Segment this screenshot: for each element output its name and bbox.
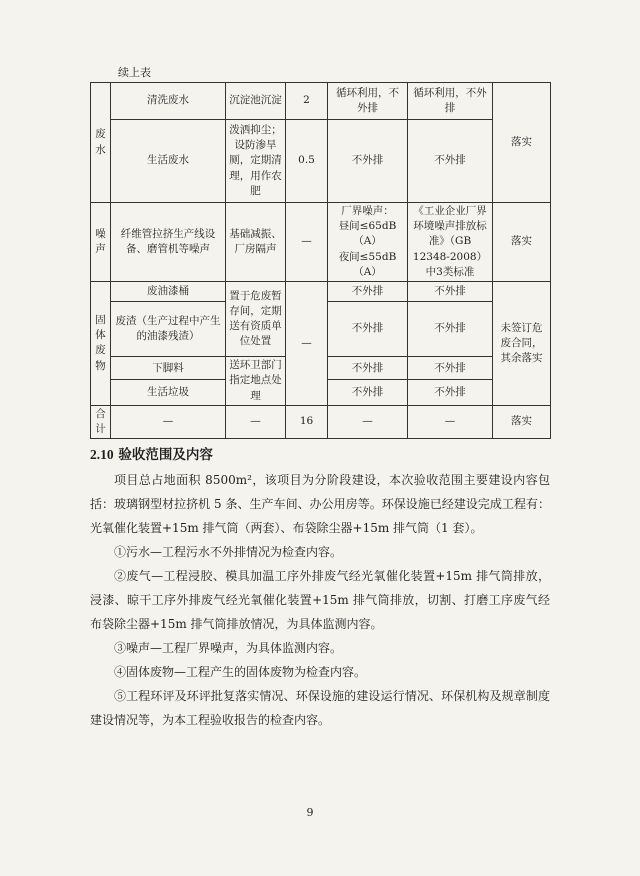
- environmental-measures-table: [90, 82, 551, 439]
- measure-cell: 泼洒抑尘；设防渗旱厕，定期清理，用作农肥: [226, 120, 286, 203]
- paragraph: ①污水—工程污水不外排情况为检查内容。: [114, 545, 343, 559]
- source-cell: 纤维管拉挤生产线设备、磨管机等噪声: [111, 203, 226, 282]
- amount-cell: —: [286, 282, 328, 406]
- actual-cell: 不外排: [408, 282, 493, 302]
- requirement-cell: —: [328, 405, 408, 438]
- measure-cell: —: [226, 405, 286, 438]
- actual-cell: 不外排: [408, 302, 493, 357]
- section-number: 2.10: [90, 447, 114, 462]
- table-row: [91, 203, 551, 282]
- actual-cell: 不外排: [408, 380, 493, 405]
- source-cell: 废渣（生产过程中产生的油漆残渣）: [111, 302, 226, 357]
- requirement-cell: 循环利用，不外排: [328, 83, 408, 120]
- section-heading: [90, 443, 213, 463]
- amount-cell: 0.5: [286, 120, 328, 203]
- status-cell: 未签订危废合同，其余落实: [493, 282, 551, 406]
- measure-cell: 沉淀池沉淀: [226, 83, 286, 120]
- actual-cell: 不外排: [408, 357, 493, 380]
- table-row: [91, 405, 551, 438]
- paragraph: ③噪声—工程厂界噪声，为具体监测内容。: [114, 641, 343, 655]
- paragraph: 项目总占地面积 8500m²，该项目为分阶段建设，本次验收范围主要建设内容包括：玻璃钢型材拉挤机 5 条、生产车间、办公用房等。环保设施已经建设完成工程有：光氧催化装置+15m 排气筒（两套）、布袋除尘器+15m 排气筒（1 套）。: [90, 473, 550, 535]
- table-row: [91, 282, 551, 302]
- actual-cell: 《工业企业厂界环境噪声排放标准》（GB 12348-2008）中3类标准: [408, 203, 493, 282]
- actual-cell: —: [408, 405, 493, 438]
- section-title: 验收范围及内容: [118, 447, 213, 463]
- amount-cell: —: [286, 203, 328, 282]
- source-cell: 生活垃圾: [111, 380, 226, 405]
- requirement-cell: 不外排: [328, 282, 408, 302]
- requirement-cell: 不外排: [328, 302, 408, 357]
- requirement-cell: 不外排: [328, 380, 408, 405]
- category-cell: 废 水: [91, 83, 111, 203]
- status-cell: 落实: [493, 405, 551, 438]
- source-cell: 下脚料: [111, 357, 226, 380]
- measure-cell: 置于危废暂存间，定期送有资质单位处置: [226, 282, 286, 357]
- paragraph: ④固体废物—工程产生的固体废物为检查内容。: [114, 665, 367, 679]
- actual-cell: 不外排: [408, 120, 493, 203]
- requirement-cell: 不外排: [328, 357, 408, 380]
- paragraph: ⑤工程环评及环评批复落实情况、环保设施的建设运行情况、环保机构及规章制度建设情况等，为本工程验收报告的检查内容。: [90, 689, 550, 727]
- measure-cell: 送环卫部门指定地点处理: [226, 357, 286, 406]
- paragraph: ②废气—工程浸胶、模具加温工序外排废气经光氧催化装置+15m 排气筒排放，浸漆、晾干工序外排废气经光氧催化装置+15m 排气筒排放，切割、打磨工序废气经布袋除尘器+15m 排气筒排放情况，为具体监测内容。: [90, 569, 550, 631]
- source-cell: —: [111, 405, 226, 438]
- source-cell: 生活废水: [111, 120, 226, 203]
- table-caption: 续上表: [118, 66, 151, 79]
- status-cell: 落实: [493, 83, 551, 203]
- category-cell: 噪 声: [91, 203, 111, 282]
- table-row: [91, 83, 551, 120]
- category-cell: 合 计: [91, 405, 111, 438]
- page-number: 9: [306, 806, 314, 819]
- table-row: [91, 120, 551, 203]
- measure-cell: 基础减振、厂房隔声: [226, 203, 286, 282]
- amount-cell: 2: [286, 83, 328, 120]
- amount-cell: 16: [286, 405, 328, 438]
- source-cell: 清洗废水: [111, 83, 226, 120]
- status-cell: 落实: [493, 203, 551, 282]
- category-cell: 固 体 废 物: [91, 282, 111, 406]
- requirement-cell: 不外排: [328, 120, 408, 203]
- section-body: [90, 468, 550, 732]
- actual-cell: 循环利用，不外排: [408, 83, 493, 120]
- requirement-cell: 厂界噪声： 昼间≤65dB（A） 夜间≤55dB（A）: [328, 203, 408, 282]
- source-cell: 废油漆桶: [111, 282, 226, 302]
